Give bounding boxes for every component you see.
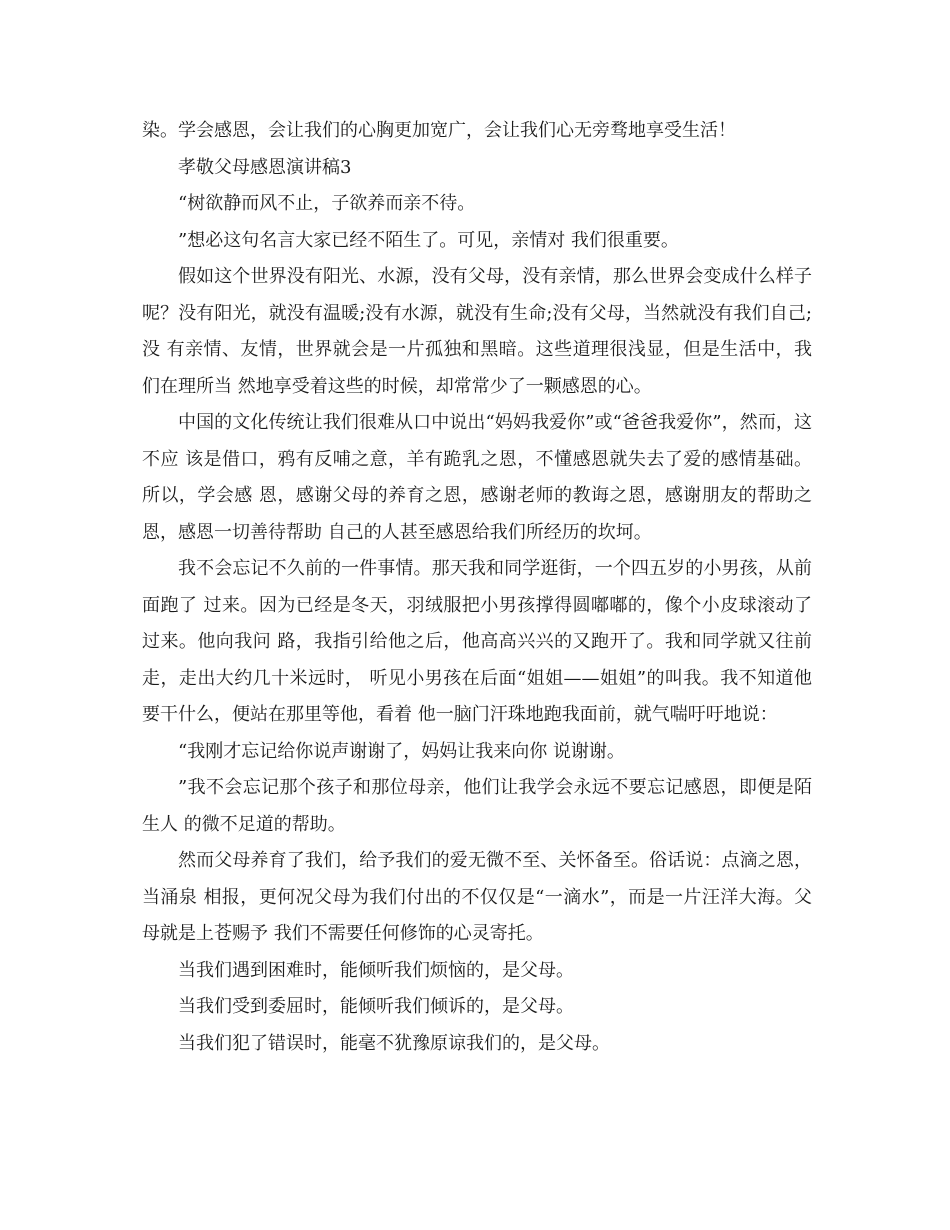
- paragraph: 假如这个世界没有阳光、水源，没有父母，没有亲情，那么世界会变成什么样子呢？没有阳光，就没有温暖;没有水源，就没有生命;没有父母，当然就没有我们自己;没 有亲情、友情，世界就会是一片孤独和黑暗。这些道理很浅显，但是生活中，我们在理所当 然地享受着这些的时候，却常常少了一颗感恩的心。: [142, 266, 812, 397]
- paragraph: 染。学会感恩，会让我们的心胸更加宽广，会让我们心无旁骛地享受生活！: [142, 120, 736, 141]
- paragraph: 我不会忘记不久前的一件事情。那天我和同学逛街，一个四五岁的小男孩，从前面跑了 过来。因为已经是冬天，羽绒服把小男孩撑得圆嘟嘟的，像个小皮球滚动了过来。他向我问 路，我指引给他之后，他高高兴兴的又跑开了。我和同学就又往前走，走出大约几十米远时， 听见小男孩在后面“姐姐——姐姐”的叫我。我不知道他要干什么，便站在那里等他，看着 他一脑门汗珠地跑我面前，就气喘吁吁地说：: [142, 558, 812, 725]
- paragraph: 当我们犯了错误时，能毫不犹豫原谅我们的，是父母。: [178, 1032, 610, 1054]
- paragraph: “我刚才忘记给你说声谢谢了，妈妈让我来向你 说谢谢。: [178, 740, 625, 762]
- paragraph: 中国的文化传统让我们很难从口中说出“妈妈我爱你”或“爸爸我爱你”，然而，这不应 该是借口，鸦有反哺之意，羊有跪乳之恩，不懂感恩就失去了爱的感情基础。所以，学会感 恩，感谢父母的养育之恩，感谢老师的教诲之恩，感谢朋友的帮助之恩，感恩一切善待帮助 自己的人甚至感恩给我们所经历的坎坷。: [142, 412, 812, 543]
- document-body: [142, 113, 812, 1062]
- speech-title: 孝敬父母感恩演讲稿3: [178, 156, 352, 178]
- paragraph: ”我不会忘记那个孩子和那位母亲，他们让我学会永远不要忘记感恩，即便是陌生人 的微不足道的帮助。: [142, 777, 812, 835]
- paragraph: “树欲静而风不止，子欲养而亲不待。: [178, 193, 476, 214]
- paragraph: 然而父母养育了我们，给予我们的爱无微不至、关怀备至。俗话说：点滴之恩，当涌泉 相报，更何况父母为我们付出的不仅仅是“一滴水”，而是一片汪洋大海。父母就是上苍赐予 我们不需要任何修饰的心灵寄托。: [142, 850, 812, 944]
- paragraph: 当我们遇到困难时，能倾听我们烦恼的，是父母。: [178, 959, 574, 981]
- paragraph: ”想必这句名言大家已经不陌生了。可见，亲情对 我们很重要。: [178, 229, 679, 251]
- paragraph: 当我们受到委屈时，能倾听我们倾诉的，是父母。: [178, 996, 574, 1017]
